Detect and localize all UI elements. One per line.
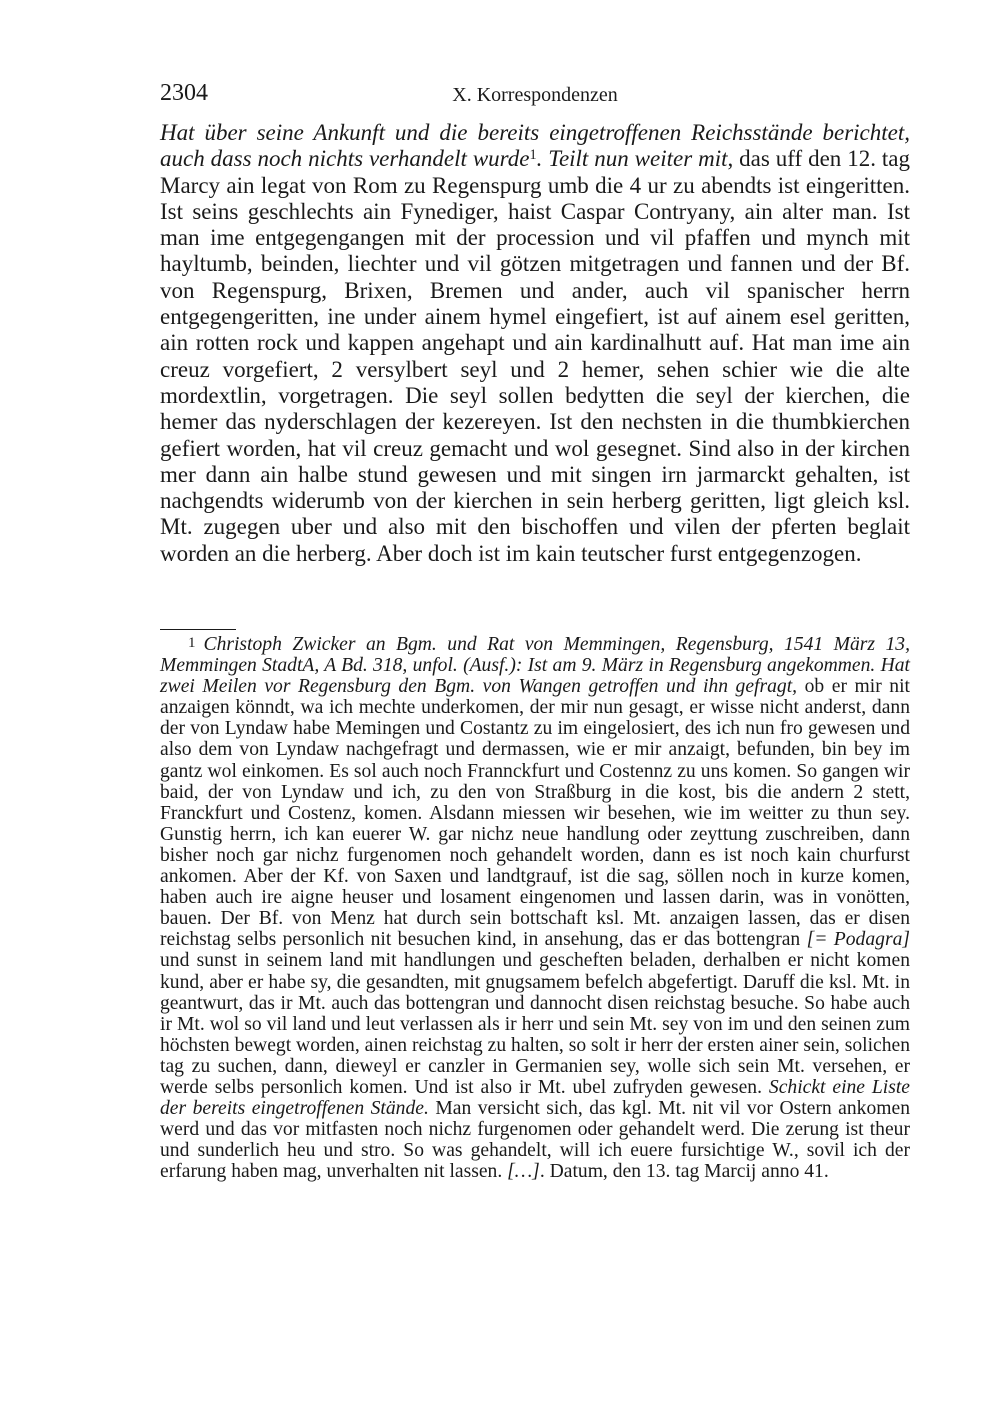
footnote-reference[interactable]: 1 (529, 147, 537, 164)
source-text: , das uff den 12. tag Marcy ain legat von Rom zu Regenspurg umb die 4 ur zu abendts ist eingeritten. Ist seins geschlechts ain Fynediger, haist Caspar Contryany, ain alter man. Ist man ime entgegengangen mit der procession und vil pfaffen und mynch mit hayltumb, beinden, liechter und vil götzen mitgetragen und fannen und der Bf. von Regenspurg, Brixen, Bremen und ander, auch vil spanischer herrn entgegengeritten, ine under ainem hymel eingefiert, ist auf ainem esel geritten, ain rotten rock und kappen angehapt und ain kardinalhutt auf. Hat man ime ain creuz vorgefiert, 2 versylbert seyl und 2 hemer, sehen schier wie die alte mordextlin, vorgetragen. Die seyl sollen bedytten die seyl der kierchen, die hemer das nyderschlagen der kezereyen. Ist den nechsten in die thumbkierchen gefiert worden, hat vil creuz gemacht und wol gesegnet. Sind also in der kirchen mer dann ain halbe stund gewesen und mit singen irn jarmarckt gehalten, ist nachgendts widerumb von der kierchen in sein herberg geritten, ligt gleich ksl. Mt. zugegen uber und also mit den bischoffen und vilen der pferten beglait worden an die herberg. Aber doch ist im kain teutscher furst entgegenzogen. (160, 146, 910, 566)
editorial-summary-continued: . Teilt nun weiter mit (536, 146, 728, 172)
footnote-quote: ob er mir nit anzaigen könndt, wa ich mechte underkomen, der mir nun gesagt, er wisse nicht anderst, dann der von Lyndaw habe Memingen und Costantz zu im eingelosiert, des ich nun fro gewesen und also dem von Lyndaw nachgefragt und dermassen, wie er mir anzaigt, befunden, bin bey im gantz wol einkomen. Es sol auch noch Frannckfurt und Costennz zu uns komen. So gangen wir baid, der von Lyndaw und ich, zu den von Straßburg in die kost, bis die andern 2 stett, Franckfurt und Costenz, komen. Alsdann miessen wir besehen, wie im weitter zu thun sey. Gunstig herrn, ich kan euerer W. gar nichz neue handlung oder zeyttung zuschreiben, dann bisher noch gar nichz furgenomen noch gehandelt worden, dann es ist noch kain churfurst ankomen. Aber der Kf. von Saxen und landtgrauf, ist die sag, söllen noch in kurze komen, haben auch ire aigne heuser und losament eingenomen und lassen darin, was in vonötten, bauen. Der Bf. von Menz hat durch sein bottschaft ksl. Mt. anzaigen lassen, das er disen reichstag selbs personlich nit besuchen kind, in ansehung, das er das bottengran (160, 676, 910, 951)
footnote-summary-2: Schickt eine Liste der bereits eingetroffenen Stände. (160, 1076, 911, 1120)
footnote-summary: Christoph Zwicker an Bgm. und Rat von Memmingen, Regensburg, 1541 März 13, Memmingen StadtA, A Bd. 318, unfol. (Ausf.): Ist am 9. März in Regensburg angekommen. Hat zwei Meilen vor Regensburg den Bgm. von Wangen getroffen und ihn gefragt, (160, 634, 910, 698)
footnote-gloss: [= Podagra] (806, 929, 910, 951)
footnote-closing: . Datum, den 13. tag Marcij anno 41. (539, 1161, 829, 1183)
footnote-omission: […] (507, 1161, 540, 1183)
editorial-summary: Hat über seine Ankunft und die bereits eingetroffenen Reichsstände berichtet, auch dass noch nichts verhandelt wurde (160, 120, 910, 172)
main-text (160, 120, 910, 567)
footnote-quote-2: und sunst in seinem land mit handlungen und gescheften beladen, derhalben er nicht komen kund, aber er habe sy, die gesandten, mit gnugsamem befelch abgefertigt. Daruff die ksl. Mt. in geantwurt, das ir Mt. auch das bottengran und dannocht disen reichstag besuche. So habe auch ir Mt. wol so vil land und leut verlassen als ir herr und sein Mt. sey von im und den seinen zum höchsten bewegt worden, ainen reichstag zu halten, so solt ir herr der ersten ainer sein, solichen tag zu suchen, dann, dieweyl er canzler in Germanien sey, wolle sich sein Mt. versehen, er werde selbs personlich komen. Und ist also ir Mt. ubel zufryden gewesen. (160, 950, 910, 1098)
footnote: 1 Christoph Zwicker an Bgm. und Rat von Memmingen, Regensburg, 1541 März 13, Memmingen StadtA, A Bd. 318, unfol. (Ausf.): Ist am 9. März in Regensburg angekommen. Hat zwei Meilen vor Regensburg den Bgm. von Wangen getroffen und ihn gefragt, ob er mir nit anzaigen könndt, wa ich mechte underkomen, der mir nun gesagt, er wisse nicht anderst, dann der von Lyndaw habe Memingen und Costantz zu im eingelosiert, des ich nun fro gewesen und also dem von Lyndaw nachgefragt und dermassen, wie er mir anzaigt, befunden, bin bey im gantz wol einkomen. Es sol auch noch Frannckfurt und Costennz zu uns komen. So gangen wir baid, der von Lyndaw und ich, zu den von Straßburg in die kost, bis die andern 2 stett, Franckfurt und Costenz, komen. Alsdann miessen wir besehen, wie im weitter zu thun sey. Gunstig herrn, ich kan euerer W. gar nichz neue handlung oder zeyttung zuschreiben, dann bisher noch gar nichz furgenomen noch gehandelt worden, dann es ist noch kain churfurst ankomen. Aber der Kf. von Saxen und landtgrauf, ist die sag, söllen noch in kurze komen, haben auch ire aigne heuser und losament eingenomen und lassen darin, was in vonötten, bauen. Der Bf. von Menz hat durch sein bottschaft ksl. Mt. anzaigen lassen, das er disen reichstag selbs personlich nit besuchen kind, in ansehung, das er das bottengran [= Podagra] und sunst in seinem land mit handlungen und gescheften beladen, derhalben er nicht komen kund, aber er habe sy, die gesandten, mit gnugsamem befelch abgefertigt. Daruff die ksl. Mt. in geantwurt, das ir Mt. auch das bottengran und dannocht disen reichstag besuche. So habe auch ir Mt. wol so vil land und leut verlassen als ir herr und sein Mt. sey von im und den seinen zum höchsten bewegt worden, ainen reichstag zu halten, so solt ir herr der ersten ainer sein, solichen tag zu suchen, dann, dieweyl er canzler in Germanien sey, wolle sich sein Mt. versehen, er werde selbs personlich komen. Und ist also ir Mt. ubel zufryden gewesen. Schickt eine Liste der bereits eingetroffenen Stände. Man versicht sich, das kgl. Mt. nit vil vor Ostern ankomen werd und das vor mitfasten noch nichz furgenomen oder gehandelt werd. Die zerung ist theur und sunderlich heu und stro. So was gehandelt, will ich euere fursichtige W., sovil ich der erfarung haben mag, unverhalten nit lassen. […]. Datum, den 13. tag Marcij anno 41. (160, 634, 911, 1183)
footnote-quote-3: Man versicht sich, das kgl. Mt. nit vil vor Ostern ankomen werd und das vor mitfasten noch nichz furgenomen oder gehandelt werd. Die zerung ist theur und sunderlich heu und stro. So was gehandelt, will ich euere fursichtige W., sovil ich der erfarung haben mag, unverhalten nit lassen. (160, 1098, 910, 1183)
page-header (160, 76, 910, 110)
page-number: 2304 (160, 80, 208, 106)
footnote-divider (160, 629, 236, 630)
running-head: X. Korrespondenzen (452, 84, 618, 106)
